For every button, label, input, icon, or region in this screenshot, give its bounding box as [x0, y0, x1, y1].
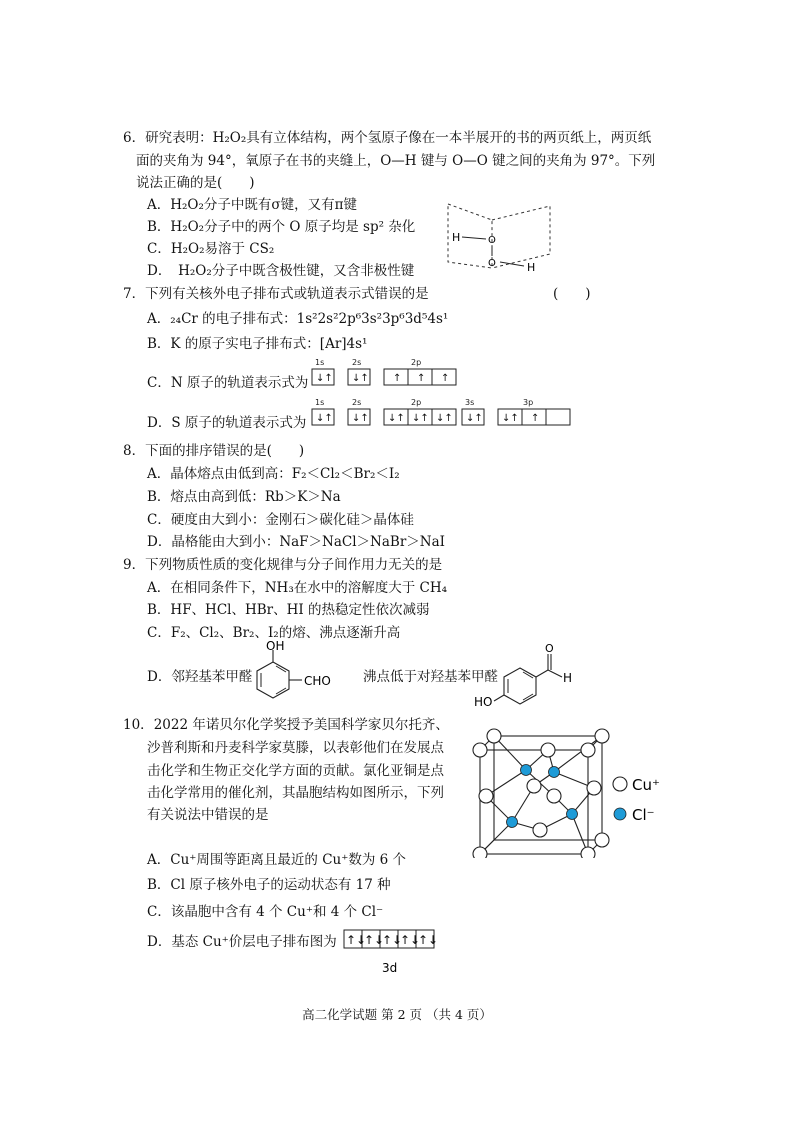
cu-3d-orbital-diagram	[342, 928, 438, 978]
h-left-label: H	[452, 231, 461, 244]
q7-stem: 7．下列有关核外电子排布式或轨道表示式错误的是	[123, 286, 429, 302]
page-footer: 高二化学试题 第 2 页 （共 4 页）	[302, 1007, 492, 1022]
svg-text:↓↑: ↓↑	[436, 413, 453, 424]
legend-cl-label: Cl⁻	[632, 806, 655, 824]
svg-text:↑↓: ↑↓	[418, 933, 438, 947]
q10-stem-line1: 10．2022 年诺贝尔化学奖授予美国科学家贝尔托齐、	[123, 717, 449, 733]
q10-stem-line3: 击化学和生物正交化学方面的贡献。氯化亚铜是点	[147, 763, 444, 779]
q10-stem-line5: 有关说法中错误的是	[147, 807, 269, 823]
q6-stem-line2: 面的夹角为 94°，氧原子在书的夹缝上，O—H 键与 O—O 键之间的夹角为 97°。下列	[136, 153, 656, 169]
h2o2-structure-diagram	[440, 196, 560, 286]
q7-answer-paren: ( )	[553, 286, 591, 302]
s-orb-2p-label: 2p	[411, 398, 422, 407]
svg-text:↑: ↑	[393, 373, 402, 384]
svg-text:↑: ↑	[441, 373, 450, 384]
svg-text:↑↓: ↑↓	[382, 933, 403, 947]
q6-option-a: A．H₂O₂分子中既有σ键，又有π键	[147, 197, 358, 213]
q9-option-a: A．在相同条件下，NH₃在水中的溶解度大于 CH₄	[147, 580, 448, 596]
q8-option-c: C．硬度由大到小：金刚石＞碳化硅＞晶体硅	[147, 512, 414, 528]
q10-option-b: B．Cl 原子核外电子的运动状态有 17 种	[147, 877, 391, 893]
q8-option-a: A．晶体熔点由低到高：F₂＜Cl₂＜Br₂＜I₂	[147, 466, 400, 482]
q6-option-c: C．H₂O₂易溶于 CS₂	[147, 241, 275, 257]
q9-option-d-prefix: D．邻羟基苯甲醛	[147, 669, 253, 685]
q8-stem: 8．下面的排序错误的是( )	[123, 443, 305, 459]
ho-label: HO	[474, 695, 493, 709]
q9-option-b: B．HF、HCl、HBr、HI 的热稳定性依次减弱	[147, 602, 430, 618]
svg-text:↓↑: ↓↑	[502, 413, 519, 424]
svg-text:↓↑: ↓↑	[352, 373, 369, 384]
s-orb-2s-label: 2s	[352, 398, 362, 407]
svg-text:↓↑: ↓↑	[388, 413, 405, 424]
q9-option-d-suffix: 沸点低于对羟基苯甲醛	[363, 669, 498, 685]
q7-option-d: D．S 原子的轨道表示式为	[147, 415, 307, 431]
aldehyde-o-label: O	[545, 642, 554, 655]
svg-text:↓↑: ↓↑	[466, 413, 483, 424]
o-bottom-label: O	[488, 258, 496, 269]
q6-stem-line1: 6．研究表明：H₂O₂具有立体结构，两个氢原子像在一本半展开的书的两页纸上，两页纸	[123, 130, 652, 146]
q7-option-a: A．₂₄Cr 的电子排布式：1s²2s²2p⁶3s²3p⁶3d⁵4s¹	[147, 311, 449, 327]
svg-text:↑: ↑	[417, 373, 426, 384]
q6-option-d: D． H₂O₂分子中既含极性键，又含非极性键	[147, 263, 415, 279]
cho-label: CHO	[304, 674, 331, 688]
s-orb-3p-label: 3p	[523, 398, 534, 407]
cucl-unit-cell-diagram	[466, 726, 676, 858]
n-orbital-diagram	[310, 356, 460, 390]
q10-stem-line4: 击化学常用的催化剂，其晶胞结构如图所示，下列	[147, 785, 444, 801]
s-orb-1s-label: 1s	[315, 398, 325, 407]
q10-option-d: D．基态 Cu⁺价层电子排布图为	[147, 934, 337, 950]
svg-text:↓↑: ↓↑	[352, 413, 369, 424]
svg-text:↑↓: ↑↓	[364, 933, 385, 947]
orb-2s-label: 2s	[352, 358, 362, 367]
q10-stem-line2: 沙普利斯和丹麦科学家莫滕，以表彰他们在发展点	[147, 740, 444, 756]
svg-text:↓↑: ↓↑	[412, 413, 429, 424]
svg-text:↑↓: ↑↓	[346, 933, 367, 947]
q8-option-d: D．晶格能由大到小：NaF＞NaCl＞NaBr＞NaI	[147, 534, 445, 550]
h-right-label: H	[527, 261, 536, 274]
orb-3d-label: 3d	[382, 961, 398, 975]
svg-text:↑: ↑	[531, 413, 540, 424]
q7-option-b: B．K 的原子实电子排布式：[Ar]4s¹	[147, 336, 368, 352]
q10-option-a: A．Cu⁺周围等距离且最近的 Cu⁺数为 6 个	[147, 852, 407, 868]
o-top-label: O	[488, 235, 496, 246]
p-hydroxybenzaldehyde-structure	[470, 640, 590, 710]
q9-stem: 9．下列物质性质的变化规律与分子间作用力无关的是	[123, 557, 443, 573]
q9-option-c: C．F₂、Cl₂、Br₂、I₂的熔、沸点逐渐升高	[147, 625, 401, 641]
q8-option-b: B．熔点由高到低：Rb＞K＞Na	[147, 489, 341, 505]
q6-stem-line3: 说法正确的是( )	[136, 175, 255, 191]
svg-text:↑↓: ↑↓	[400, 933, 421, 947]
s-orb-3s-label: 3s	[465, 398, 475, 407]
svg-text:↓↑: ↓↑	[316, 413, 333, 424]
svg-text:↓↑: ↓↑	[316, 373, 333, 384]
oh-label: OH	[266, 640, 285, 653]
q7-option-c: C．N 原子的轨道表示式为	[147, 375, 309, 391]
orb-1s-label: 1s	[315, 358, 325, 367]
orb-2p-label: 2p	[411, 358, 422, 367]
legend-cu-label: Cu⁺	[632, 776, 660, 794]
s-orbital-diagram	[310, 396, 572, 430]
aldehyde-h-label: H	[563, 671, 573, 685]
o-hydroxybenzaldehyde-structure	[250, 640, 365, 710]
q6-option-b: B．H₂O₂分子中的两个 O 原子均是 sp² 杂化	[147, 219, 416, 235]
q10-option-c: C．该晶胞中含有 4 个 Cu⁺和 4 个 Cl⁻	[147, 904, 384, 920]
